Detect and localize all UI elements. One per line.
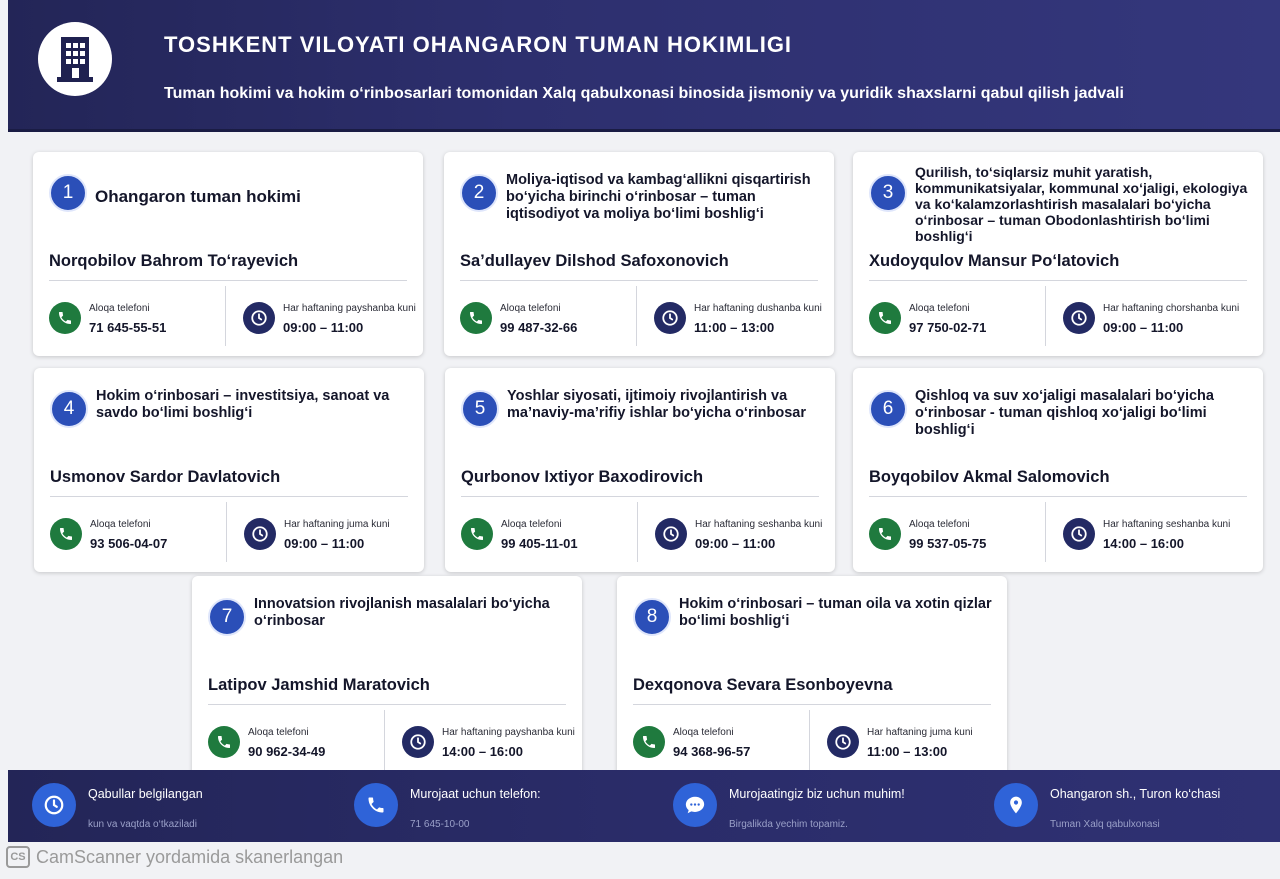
page-title: TOSHKENT VILOYATI OHANGARON TUMAN HOKIMLIGI — [164, 32, 793, 57]
footer-item-phone — [354, 770, 654, 842]
reception-day: Har haftaning payshanba kuni — [442, 727, 575, 738]
card-divider — [50, 496, 408, 497]
footer-subtitle: 71 645-10-00 — [410, 819, 470, 830]
official-card-3 — [853, 152, 1263, 356]
card-vertical-divider — [225, 286, 226, 346]
official-card-4 — [34, 368, 424, 572]
phone-label: Aloqa telefoni — [248, 727, 309, 738]
card-number-badge: 5 — [461, 390, 499, 428]
footer-title: Murojaat uchun telefon: — [410, 787, 541, 801]
phone-number: 94 368-96-57 — [673, 744, 751, 759]
card-vertical-divider — [1045, 286, 1046, 346]
location-pin-icon — [994, 783, 1038, 827]
phone-label: Aloqa telefoni — [501, 519, 562, 530]
card-number-badge: 8 — [633, 598, 671, 636]
card-divider — [869, 496, 1247, 497]
page-subtitle: Tuman hokimi va hokim o‘rinbosarlari tomonidan Xalq qabulxonasi binosida jismoniy va yuridik shaxslarni qabul qilish jadvali — [164, 85, 1124, 102]
logo — [38, 22, 112, 96]
footer-title: Murojaatingiz biz uchun muhim! — [729, 787, 905, 801]
card-vertical-divider — [637, 502, 638, 562]
scanner-watermark — [6, 846, 343, 868]
reception-time: 09:00 – 11:00 — [1103, 320, 1184, 335]
phone-icon — [869, 302, 901, 334]
official-name: Dexqonova Sevara Esonboyevna — [633, 676, 893, 694]
official-card-8 — [617, 576, 1007, 780]
official-position: Qurilish, to‘siqlarsiz muhit yaratish, kommunikatsiyalar, kommunal xo‘jaligi, ekologiya va ko‘kalamzorlashtirish masalalari bo‘yicha o‘rinbosar – tuman Obodonlashtirish bo‘limi boshlig‘i — [915, 164, 1248, 244]
card-divider — [208, 704, 566, 705]
footer-title: Ohangaron sh., Turon ko‘chasi — [1050, 787, 1221, 801]
card-number-badge: 4 — [50, 390, 88, 428]
phone-number: 90 962-34-49 — [248, 744, 326, 759]
reception-time: 09:00 – 11:00 — [284, 536, 365, 551]
phone-number: 99 487-32-66 — [500, 320, 578, 335]
reception-day: Har haftaning dushanba kuni — [694, 303, 822, 314]
card-divider — [49, 280, 407, 281]
phone-label: Aloqa telefoni — [909, 519, 970, 530]
reception-time: 11:00 – 13:00 — [694, 320, 775, 335]
official-position: Hokim o‘rinbosari – investitsiya, sanoat va savdo bo‘limi boshlig‘i — [96, 388, 390, 421]
footer-item-schedule — [32, 770, 332, 842]
chat-icon — [673, 783, 717, 827]
phone-number: 97 750-02-71 — [909, 320, 987, 335]
card-divider — [869, 280, 1247, 281]
official-card-6 — [853, 368, 1263, 572]
official-position: Yoshlar siyosati, ijtimoiy rivojlantirish va ma’naviy-ma’rifiy ishlar bo‘yicha o‘rinbosar — [507, 388, 806, 421]
card-vertical-divider — [384, 710, 385, 770]
reception-day: Har haftaning payshanba kuni — [283, 303, 416, 314]
official-name: Boyqobilov Akmal Salomovich — [869, 468, 1110, 486]
phone-icon — [208, 726, 240, 758]
card-vertical-divider — [809, 710, 810, 770]
clock-icon — [1063, 302, 1095, 334]
phone-icon — [633, 726, 665, 758]
official-position: Hokim o‘rinbosari – tuman oila va xotin qizlar bo‘limi boshlig‘i — [679, 596, 992, 629]
phone-label: Aloqa telefoni — [90, 519, 151, 530]
card-number-badge: 3 — [869, 174, 907, 212]
clock-icon — [32, 783, 76, 827]
clock-icon — [655, 518, 687, 550]
phone-number: 71 645-55-51 — [89, 320, 167, 335]
card-divider — [461, 496, 819, 497]
card-vertical-divider — [636, 286, 637, 346]
watermark-text: CamScanner yordamida skanerlangan — [36, 846, 344, 867]
clock-icon — [1063, 518, 1095, 550]
reception-day: Har haftaning juma kuni — [867, 727, 973, 738]
clock-icon — [827, 726, 859, 758]
reception-day: Har haftaning chorshanba kuni — [1103, 303, 1240, 314]
footer-subtitle: Birgalikda yechim topamiz. — [729, 819, 848, 830]
card-number-badge: 6 — [869, 390, 907, 428]
official-card-1 — [33, 152, 423, 356]
page-header — [8, 0, 1280, 132]
page-footer — [8, 770, 1280, 842]
footer-title: Qabullar belgilangan — [88, 787, 203, 801]
official-card-5 — [445, 368, 835, 572]
reception-time: 14:00 – 16:00 — [442, 744, 523, 759]
camscanner-logo: CS — [6, 846, 30, 868]
official-position: Ohangaron tuman hokimi — [95, 187, 301, 206]
card-number-badge: 2 — [460, 174, 498, 212]
official-position: Moliya-iqtisod va kambag‘allikni qisqartirish bo‘yicha birinchi o‘rinbosar – tuman iqtisodiyot va moliya bo‘limi boshlig‘i — [506, 172, 811, 222]
card-vertical-divider — [1045, 502, 1046, 562]
official-name: Latipov Jamshid Maratovich — [208, 676, 430, 694]
phone-icon — [461, 518, 493, 550]
reception-time: 09:00 – 11:00 — [695, 536, 776, 551]
building-icon — [57, 35, 93, 83]
phone-number: 99 405-11-01 — [501, 536, 578, 551]
card-number-badge: 7 — [208, 598, 246, 636]
clock-icon — [402, 726, 434, 758]
official-card-7 — [192, 576, 582, 780]
official-name: Qurbonov Ixtiyor Baxodirovich — [461, 468, 704, 486]
card-divider — [633, 704, 991, 705]
reception-time: 09:00 – 11:00 — [283, 320, 364, 335]
phone-icon — [49, 302, 81, 334]
card-divider — [460, 280, 818, 281]
reception-day: Har haftaning seshanba kuni — [695, 519, 823, 530]
phone-icon — [869, 518, 901, 550]
reception-day: Har haftaning seshanba kuni — [1103, 519, 1231, 530]
clock-icon — [654, 302, 686, 334]
official-position: Qishloq va suv xo‘jaligi masalalari bo‘yicha o‘rinbosar - tuman qishloq xo‘jaligi bo‘limi boshlig‘i — [915, 388, 1214, 438]
card-vertical-divider — [226, 502, 227, 562]
clock-icon — [244, 518, 276, 550]
phone-number: 93 506-04-07 — [90, 536, 168, 551]
phone-label: Aloqa telefoni — [909, 303, 970, 314]
reception-time: 11:00 – 13:00 — [867, 744, 948, 759]
phone-icon — [354, 783, 398, 827]
clock-icon — [243, 302, 275, 334]
official-name: Usmonov Sardor Davlatovich — [50, 468, 281, 486]
official-card-2 — [444, 152, 834, 356]
phone-number: 99 537-05-75 — [909, 536, 987, 551]
phone-icon — [460, 302, 492, 334]
footer-subtitle: Tuman Xalq qabulxonasi — [1050, 819, 1160, 830]
official-position: Innovatsion rivojlanish masalalari bo‘yicha o‘rinbosar — [254, 596, 550, 629]
phone-label: Aloqa telefoni — [673, 727, 734, 738]
phone-icon — [50, 518, 82, 550]
phone-label: Aloqa telefoni — [500, 303, 561, 314]
official-name: Xudoyqulov Mansur Po‘latovich — [869, 252, 1120, 270]
footer-item-feedback — [673, 770, 973, 842]
footer-subtitle: kun va vaqtda o‘tkaziladi — [88, 819, 197, 830]
phone-label: Aloqa telefoni — [89, 303, 150, 314]
official-name: Norqobilov Bahrom To‘rayevich — [49, 252, 299, 270]
official-name: Sa’dullayev Dilshod Safoxonovich — [460, 252, 729, 270]
footer-item-address — [994, 770, 1254, 842]
card-number-badge: 1 — [49, 174, 87, 212]
reception-day: Har haftaning juma kuni — [284, 519, 390, 530]
reception-time: 14:00 – 16:00 — [1103, 536, 1184, 551]
